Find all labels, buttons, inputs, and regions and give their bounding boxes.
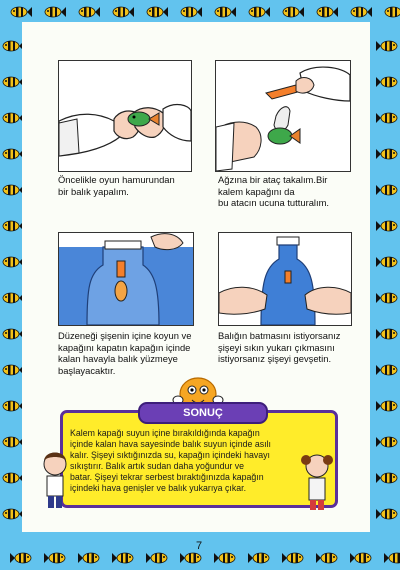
fish-icon: [316, 6, 338, 18]
caption-line: başlayacaktır.: [58, 364, 116, 376]
fish-icon: [376, 40, 398, 52]
fish-icon: [282, 552, 304, 564]
step2-illustration: [215, 60, 351, 172]
fish-icon: [214, 6, 236, 18]
fish-icon: [376, 400, 398, 412]
caption-line: Düzeneği şişenin içine koyun ve: [58, 330, 192, 341]
fish-icon: [180, 6, 202, 18]
conclusion-line: batar. Şişeyi tekrar serbest bıraktığınızda kapağın: [70, 471, 264, 482]
fish-icon: [248, 552, 270, 564]
hands-shaping-fish-image: [59, 61, 191, 171]
fish-icon: [376, 292, 398, 304]
step3-illustration: [58, 232, 194, 326]
fish-icon: [376, 220, 398, 232]
fish-icon: [2, 40, 24, 52]
conclusion-line: kalır. Şişeyi sıktığınızda su, kapağın içindeki havayı: [70, 449, 270, 460]
step2-caption: [218, 174, 329, 209]
caption-line: kalem kapağını da: [218, 185, 295, 197]
step4-caption: [218, 330, 340, 365]
fish-icon: [376, 112, 398, 124]
fish-icon: [2, 400, 24, 412]
fish-icon: [384, 552, 400, 564]
fish-icon: [376, 508, 398, 520]
caption-line: Balığın batmasını istiyorsanız: [218, 330, 341, 341]
fish-icon: [2, 364, 24, 376]
fish-icon: [10, 552, 32, 564]
girl-character: [300, 452, 334, 512]
caption-line: bir balık yapalım.: [58, 185, 129, 197]
fish-icon: [44, 552, 66, 564]
caption-line: Öncelikle oyun hamurundan: [58, 174, 175, 185]
caption-line: kalan havayla balık yüzmeye: [58, 353, 178, 365]
fish-icon: [384, 6, 400, 18]
fish-icon: [376, 472, 398, 484]
fish-icon: [146, 6, 168, 18]
caption-line: bu atacın ucuna tutturalım.: [218, 197, 330, 209]
fish-icon: [376, 148, 398, 160]
step1-caption: [58, 174, 175, 197]
fish-icon: [214, 552, 236, 564]
fish-icon: [78, 552, 100, 564]
fish-icon: [2, 112, 24, 124]
fish-icon: [350, 6, 372, 18]
fish-icon: [376, 364, 398, 376]
fish-icon: [2, 328, 24, 340]
fish-icon: [350, 552, 372, 564]
step4-illustration: [218, 232, 352, 326]
caption-line: şişeyi sıkın yukarı çıkmasını: [218, 341, 335, 353]
fish-icon: [248, 6, 270, 18]
hand-attaching-clip-image: [216, 61, 350, 171]
conclusion-title: SONUÇ: [138, 402, 268, 424]
fish-icon: [2, 184, 24, 196]
fish-icon: [112, 6, 134, 18]
fish-icon: [180, 552, 202, 564]
conclusion-line: içindeki hava genişler ve balık yukarıya çıkar.: [70, 482, 247, 493]
caption-line: kapağını kapatın kapağın içinde: [58, 341, 191, 353]
conclusion-line: Kalem kapağı suyun içine bırakıldığında kapağın: [70, 428, 260, 438]
fish-icon: [2, 508, 24, 520]
caption-line: Ağzına bir ataç takalım.Bir: [218, 174, 328, 185]
fish-icon: [376, 328, 398, 340]
fish-icon: [10, 6, 32, 18]
fish-icon: [376, 76, 398, 88]
fish-icon: [282, 6, 304, 18]
fish-icon: [376, 256, 398, 268]
fish-icon: [376, 184, 398, 196]
fish-icon: [2, 220, 24, 232]
hands-squeezing-bottle-image: [219, 233, 351, 325]
conclusion-line: sıkıştırır. Balık artık sudan daha yoğundur ve: [70, 460, 245, 471]
fish-icon: [2, 256, 24, 268]
page-number: 7: [196, 540, 203, 552]
fish-icon: [316, 552, 338, 564]
fish-icon: [44, 6, 66, 18]
fish-icon: [376, 436, 398, 448]
fish-icon: [146, 552, 168, 564]
fish-icon: [2, 436, 24, 448]
fish-icon: [2, 76, 24, 88]
step1-illustration: [58, 60, 192, 172]
conclusion-text: [70, 428, 326, 493]
fish-icon: [2, 472, 24, 484]
boy-character: [38, 450, 72, 510]
fish-icon: [2, 148, 24, 160]
caption-line: istiyorsanız şişeyi gevşetin.: [218, 353, 332, 365]
fish-in-bottle-image: [59, 233, 193, 325]
fish-icon: [78, 6, 100, 18]
conclusion-line: içinde kalan hava sayesinde balık suyun içinde asılı: [70, 438, 271, 449]
fish-icon: [112, 552, 134, 564]
fish-icon: [2, 292, 24, 304]
